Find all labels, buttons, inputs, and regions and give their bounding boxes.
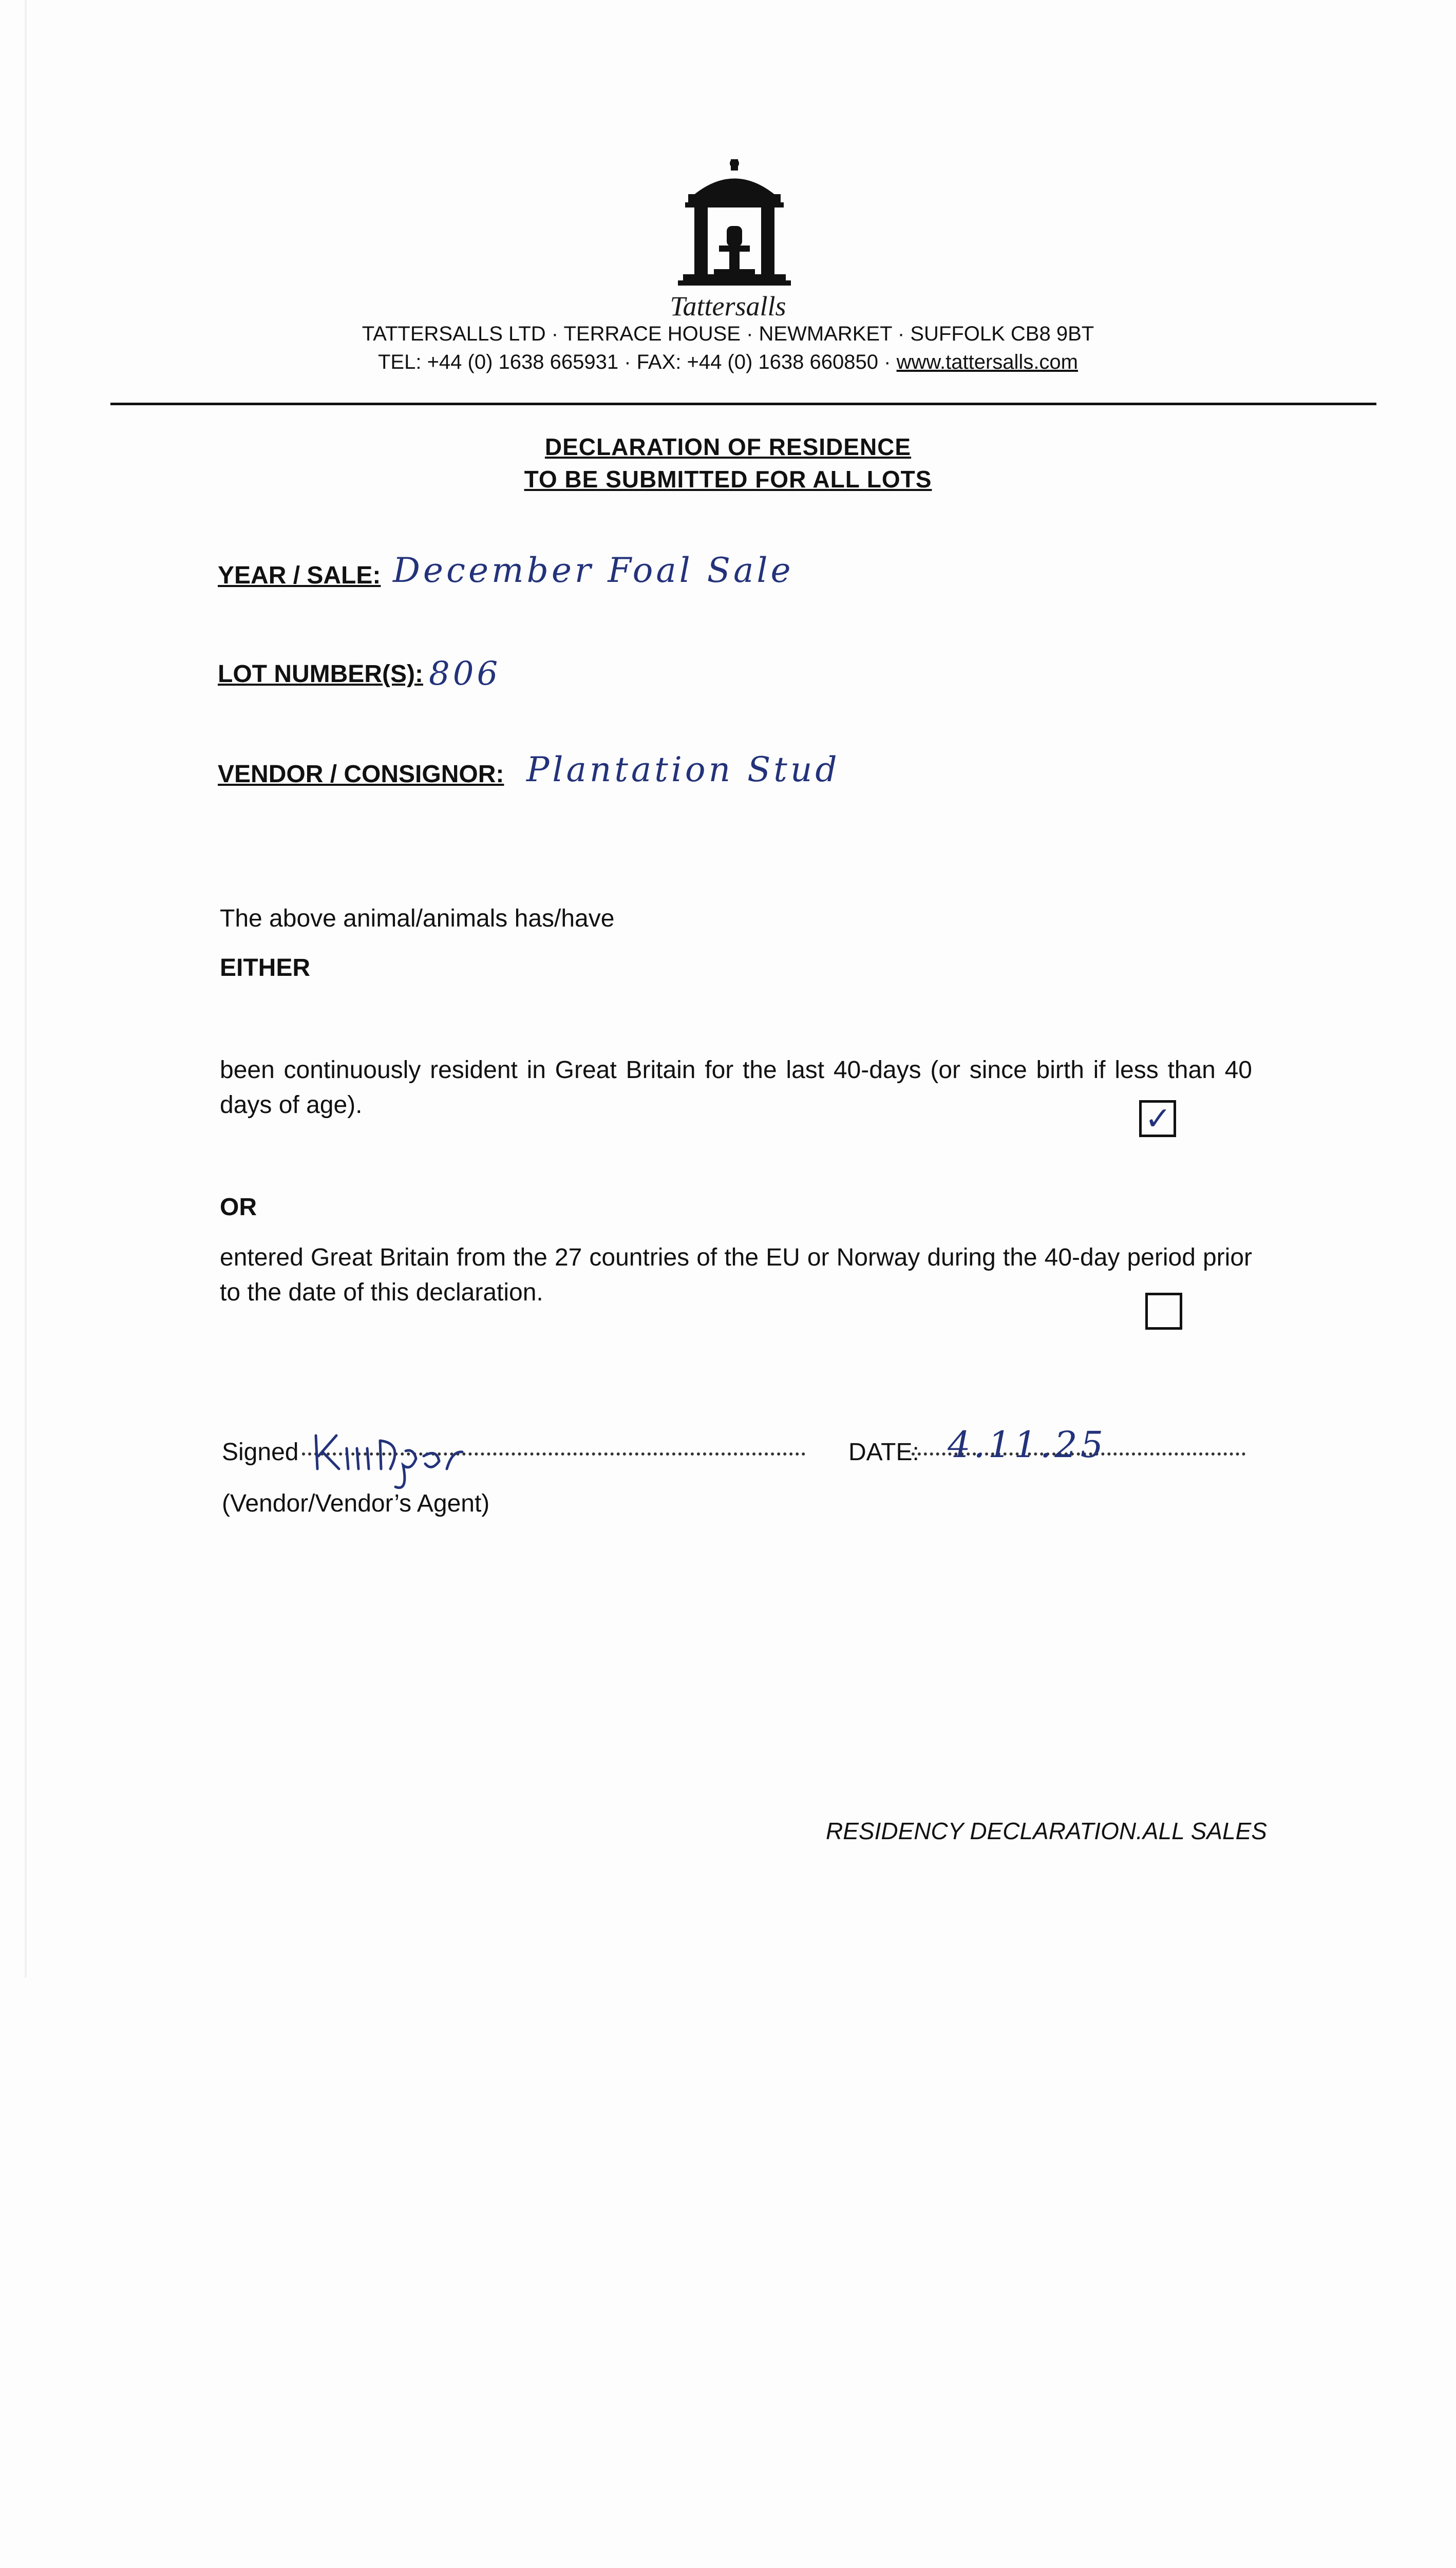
year-sale-label: YEAR / SALE:: [218, 562, 381, 589]
website-link[interactable]: www.tattersalls.com: [896, 351, 1078, 373]
contact-phone-fax: TEL: +44 (0) 1638 665931 · FAX: +44 (0) 1638 660850 ·: [377, 351, 891, 373]
intro-statement: The above animal/animals has/have: [220, 905, 615, 932]
entered-checkbox[interactable]: [1145, 1293, 1182, 1330]
resident-checkbox[interactable]: [1139, 1100, 1176, 1137]
company-name: Tattersalls: [670, 291, 786, 322]
date-value[interactable]: 4.11.25: [948, 1424, 1107, 1466]
document-subtitle: TO BE SUBMITTED FOR ALL LOTS: [524, 466, 932, 493]
lot-number-label: LOT NUMBER(S):: [218, 660, 423, 688]
vendor-consignor-label: VENDOR / CONSIGNOR:: [218, 761, 504, 788]
footer-reference: RESIDENCY DECLARATION.ALL SALES: [826, 1818, 1267, 1844]
tattersalls-logo: [678, 159, 791, 293]
year-sale-value[interactable]: December Foal Sale: [393, 551, 794, 590]
signer-caption: (Vendor/Vendor’s Agent): [222, 1490, 490, 1517]
or-heading: OR: [220, 1194, 257, 1221]
handwritten-signature: [308, 1420, 493, 1492]
date-label: DATE:: [848, 1439, 919, 1466]
option-resident-text: been continuously resident in Great Britain for the last 40-days (or since birth if less than 40 days of age).: [220, 1056, 1252, 1119]
document-title: DECLARATION OF RESIDENCE: [544, 433, 912, 460]
vendor-consignor-value[interactable]: Plantation Stud: [526, 750, 840, 789]
header-divider: [110, 403, 1376, 405]
company-address: TATTERSALLS LTD · TERRACE HOUSE · NEWMARKET · SUFFOLK CB8 9BT: [362, 323, 1094, 345]
option-entered-text: entered Great Britain from the 27 countries of the EU or Norway during the 40-day period prior to the date of this declaration.: [220, 1244, 1252, 1306]
company-contact: [0, 351, 1456, 374]
signed-label: Signed: [222, 1439, 299, 1466]
either-heading: EITHER: [220, 954, 311, 981]
lot-number-value[interactable]: 806: [429, 655, 501, 693]
checkmark-icon: ✓: [1145, 1100, 1171, 1137]
